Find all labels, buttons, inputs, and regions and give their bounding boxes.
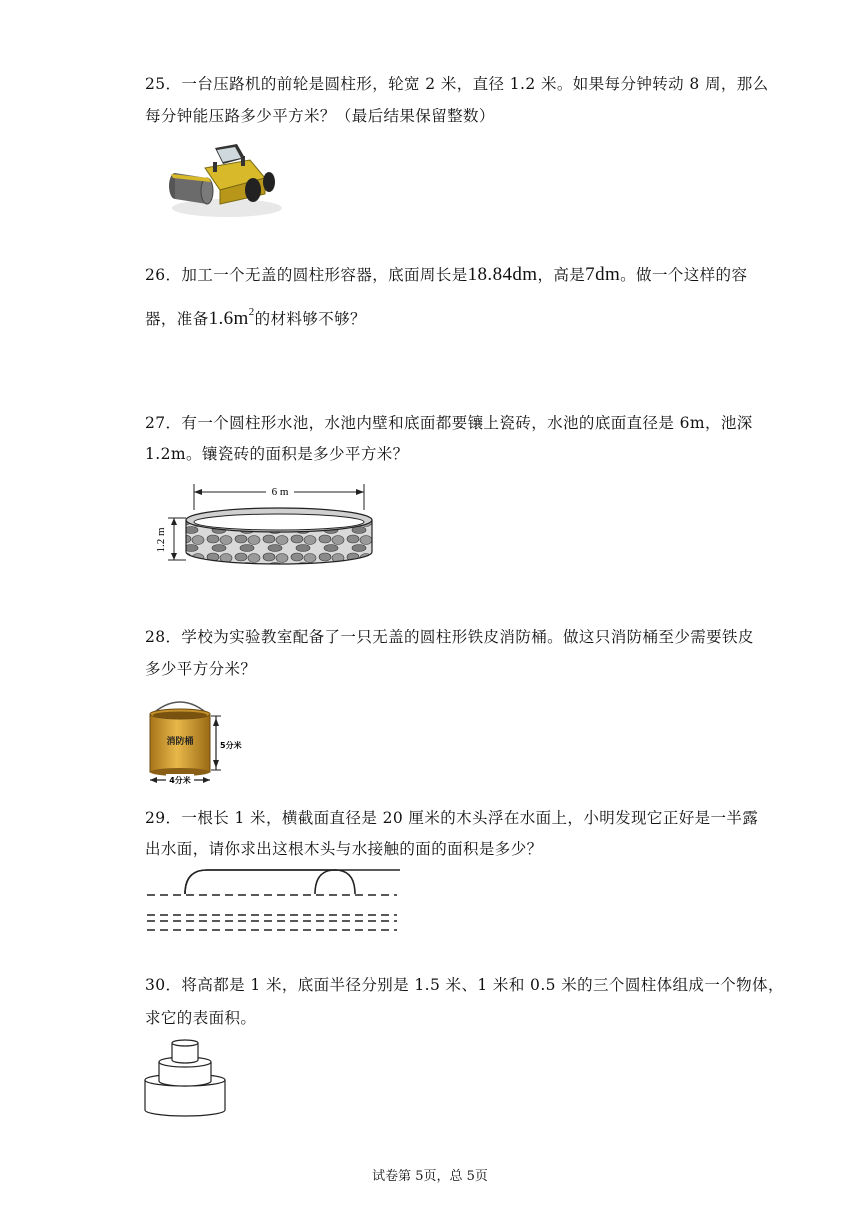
pool-diagram — [150, 480, 380, 575]
pool-diameter-label: 6 m — [271, 486, 289, 498]
q26-material-exponent: 2 — [248, 306, 255, 318]
q25-line-1: 25．一台压路机的前轮是圆柱形，轮宽 2 米，直径 1.2 米。如果每分钟转动 8 周，那么 — [145, 75, 769, 93]
q28-line-1: 28．学校为实验教室配备了一只无盖的圆柱形铁皮消防桶。做这只消防桶至少需要铁皮 — [145, 628, 754, 646]
stacked-cylinders-diagram — [142, 1034, 228, 1120]
q29-line-2: 出水面，请你求出这根木头与水接触的面的面积是多少？ — [145, 840, 543, 858]
pool-depth-label: 1.2 m — [155, 527, 167, 553]
q29-line-1: 29．一根长 1 米，横截面直径是 20 厘米的木头浮在水面上，小明发现它正好是一半露 — [145, 809, 759, 827]
q26-line-1 — [145, 265, 747, 285]
page-footer: 试卷第 5页，总 5页 — [372, 1169, 488, 1184]
q26-text-e: 的材料够不够？ — [254, 310, 366, 328]
q26-height: 7dm — [585, 264, 621, 285]
fire-bucket-image — [142, 694, 242, 788]
q27-line-1: 27．有一个圆柱形水池，水池内壁和底面都要镶上瓷砖，水池的底面直径是 6m，池深 — [145, 414, 753, 432]
q30-line-2: 求它的表面积。 — [145, 1009, 257, 1027]
q30-line-1: 30．将高都是 1 米，底面半径分别是 1.5 米、1 米和 0.5 米的三个圆柱体组成一个物体， — [145, 976, 784, 994]
fire-bucket-width-label: 4分米 — [169, 776, 191, 785]
q26-line-2 — [145, 302, 366, 329]
q27-line-2: 1.2m。镶瓷砖的面积是多少平方米？ — [145, 445, 409, 463]
fire-bucket-label: 消防桶 — [166, 737, 194, 747]
q26-text-d: 器，准备 — [145, 310, 209, 328]
q26-circumference: 18.84dm — [467, 264, 538, 285]
fire-bucket-height-label: 5分米 — [220, 741, 242, 750]
q26-material: 1.6m — [208, 308, 249, 329]
q26-text-b: ，高是 — [537, 266, 586, 284]
q28-line-2: 多少平方分米？ — [145, 660, 257, 678]
road-roller-image — [165, 138, 285, 222]
q26-text-c: 。做一个这样的容 — [620, 266, 748, 284]
floating-log-diagram — [145, 862, 400, 934]
q26-text-a: 26．加工一个无盖的圆柱形容器，底面周长是 — [145, 266, 468, 284]
q25-line-2: 每分钟能压路多少平方米？（最后结果保留整数） — [145, 107, 495, 125]
